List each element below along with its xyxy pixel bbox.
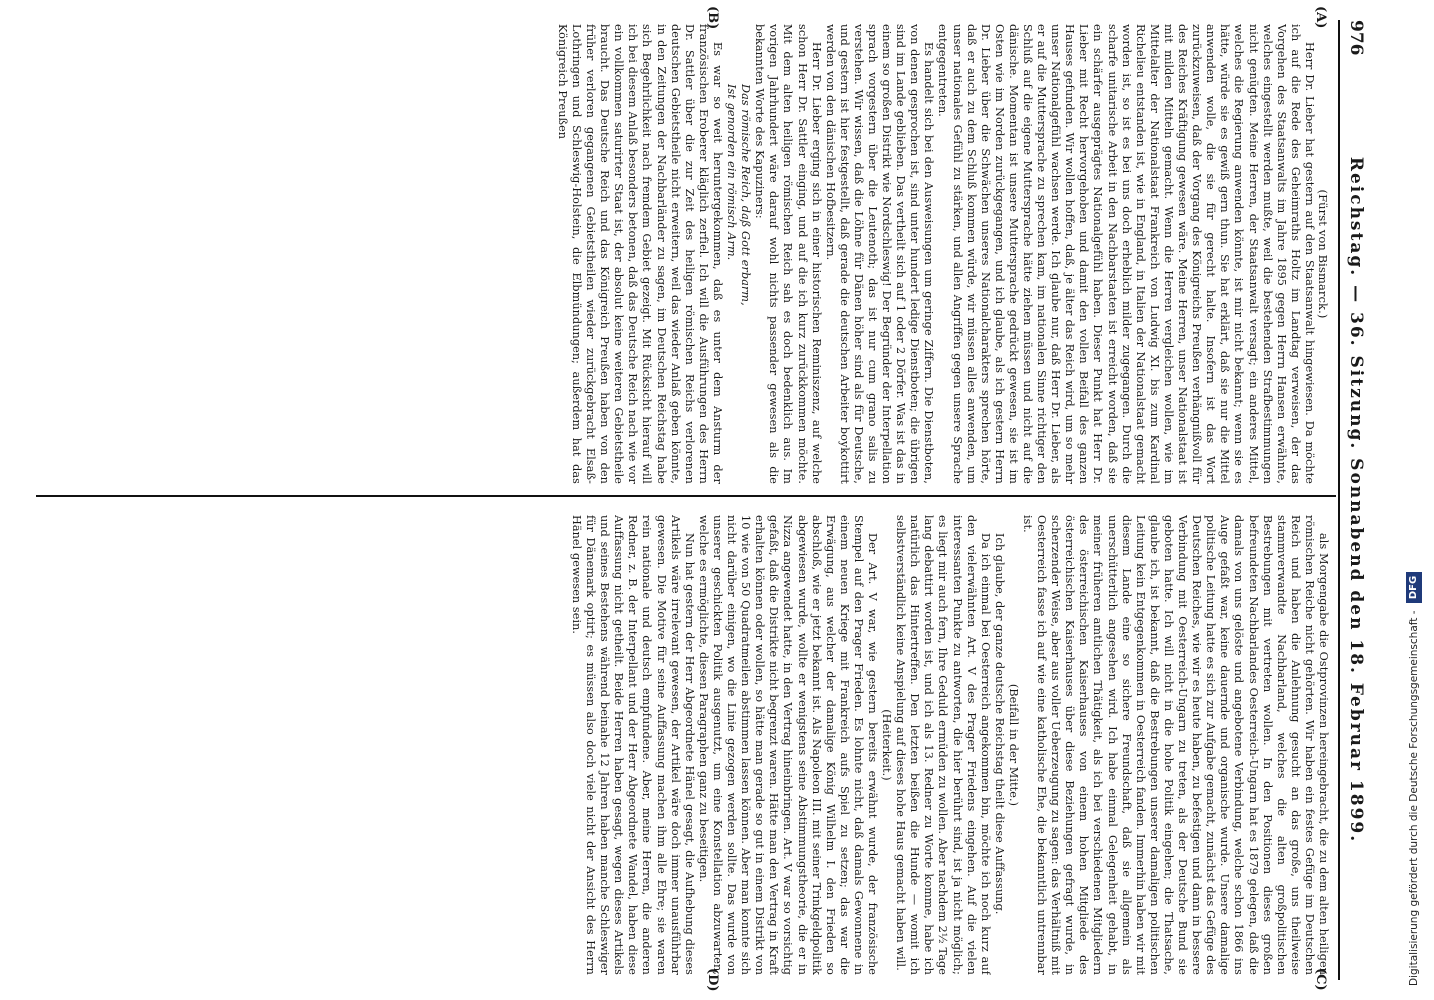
paragraph: Herr Dr. Lieber erging sich in einer historischen Reminiszenz, auf welche schon Herr Dr. Sattler einging, und auf die ich kurz zurückkommen möchte. Mit dem alten heiligen römischen Reich sah es doch bedenklich aus. Im vorigen Jahrhundert wäre darauf wohl nichts passender gewesen als die bekannten Worte des Kapuziners: [753, 24, 823, 484]
verse-line: Das römische Reich, daß Gott erbarm, [739, 84, 753, 306]
speaker-name: (Fürst von Bismarck.) [1316, 189, 1330, 319]
margin-marker-d: (D) [705, 968, 720, 992]
header-rule [1338, 20, 1340, 980]
page-title: Reichstag. — 36. Sitzung. Sonnabend den 18. Februar 1899. [1346, 156, 1366, 844]
margin-marker-b: (B) [705, 6, 720, 30]
interjection: (Beifall in der Mitte.) [1006, 683, 1020, 807]
paragraph: Ich glaube, der ganze deutsche Reichstag theilt diese Auffassung. [992, 533, 1006, 915]
interjection: (Heiterkeit.) [880, 709, 894, 781]
dfg-logo: DFG [1406, 572, 1422, 603]
newspaper-page [20, 0, 1380, 1000]
margin-marker-c: (C) [1313, 968, 1328, 991]
paragraph: Da ich einmal bei Oesterreich angekommen bin, möchte ich noch kurz auf den vielerwähnten Art. V des Prager Friedens eingehen. Auf die vielen interessanten Punkte zu antworten, die hier berührt sind, ist ja nicht möglich; es liegt mir auch fern, Ihre Geduld ermüden zu wollen. Aber nachdem 2½ Tage lang debattirt worden ist, und ich als 13. Redner zu Worte komme, habe ich natürlich das Hintertreffen. Den letzten beißen die Hunde — womit ich selbstverständlich keine Anspielung auf dieses hohe Haus gemacht haben will. [894, 515, 992, 975]
paragraph: Der Art. V war, wie gestern bereits erwähnt wurde, der französische Stempel auf den Prager Frieden. Es lohnte nicht, daß damals Gewonnene in einem neuen Kriege mit Frankreich aufs Spiel zu setzen; das war die Erwägung, aus welcher der damalige König Wilhelm I. den Frieden so abschloß, wie er jetzt bekannt ist. Als Napoleon III. mit seiner Trinkgeldpolitik abgewiesen wurde, wollte er wenigstens seine Abstimmungstheorie, die er in Nizza angewendet hatte, in den Vertrag hineinbringen. Art. V war so vorsichtig gefaßt, daß die Distrikte nicht begrenzt waren. Hätte man den Vertrag in Kraft erhalten können oder wollen, so hätte man gerade so gut in einem Distrikt von 10 wie von 50 Quadratmeilen abstimmen lassen können. Aber man konnte sich nicht darüber einigen, wo die Linie gezogen werden sollte. Das wurde von unserer geschickten Politik ausgenutzt, um eine Konstellation abzuwarten, welche es ermöglichte, diesen Paragraphen ganz zu beseitigen. [696, 515, 879, 975]
verse-line: Ist genorden ein römisch Arm. [725, 84, 739, 261]
column-divider [36, 495, 1336, 497]
paragraph: Herr Dr. Lieber hat gestern auf den Staatsanwalt hingewiesen. Da möchte ich auf die Rede des Geheimraths Holtz im Landtag verweisen, der das Vorgehen des Staatsanwalts im Jahre 1895 gegen Herrn Hansen erwähnte, welches eingestellt werden mußte, weil die bestehenden Strafbestimmungen nicht genügten. Meine Herren, der Staatsanwalt versagt; ein anderes Mittel, welches die Regierung anwenden könnte, ist mir nicht bekannt; wenn sie es hätte, würde sie es gewiß gern thun. Sie hat erklärt, daß sie nur die Mittel anwenden wolle, die sie für gerecht halte. Insofern ist das Wort zurückzuweisen, daß der Vorgang des Königreichs Preußen verhängnißvoll für des Reiches Kräftigung gewesen wäre. Meine Herren, unser Nationalstaat ist mit milden Mitteln gemacht. Wenn die Herren vergleichen wollen, wie im Mittelalter der Nationalstaat Frankreich von Ludwig XI. bis zum Kardinal Richelieu entstanden ist, wie in England, in Italien der Nationalstaat gemacht worden ist, so ist es bei uns doch erheblich milder zugegangen. Durch die scharfe unitarische Arbeit in den Nachbarstaaten ist erreicht worden, daß sie ein schärfer ausgeprägtes Nationalgefühl haben. Dieser Punkt hat Herr Dr. Lieber mit Recht hervorgehoben und damit den vollen Beifall des ganzen Hauses gefunden. Wir wollen hoffen, daß, je älter das Reich wird, um so mehr unser Nationalgefühl wachsen werde. Ich glaube nur, daß Herr Dr. Lieber, als er auf die Muttersprache zu sprechen kam, im nationalen Sinne richtiger den Schluß auf die eigene Muttersprache hätte ziehen müssen und nicht auf die dänische. Momentan ist unsere Muttersprache gedrückt gewesen, sie ist im Osten wie im Norden zurückgegangen, und ich glaube, als ich gestern Herrn Dr. Lieber über die Schwächen unseres Nationalcharakters sprechen hörte, daß er auch zu dem Schluß kommen würde, wir müssen alles anwenden, um unser nationales Gefühl zu stärken, und allen Angriffen gegen unsere Sprache entgegentreten. [936, 24, 1316, 484]
paragraph: Es war so weit heruntergekommen, daß es unter dem Ansturm der französischen Eroberer kläglich zerfiel. Ich will die Ausführungen des Herrn Dr. Sattler über die zur Zeit des heiligen römischen Reichs verlorenen deutschen Gebietstheile nicht erweitern, weil das wieder Anlaß geben könnte, in den Zeitungen der Nachbarländer zu sagen, im Deutschen Reichstag habe sich Begehrlichkeit nach fremdem Gebiet gezeigt. Mit Rücksicht hierauf will ich bei diesem Anlaß besonders betonen, daß das Deutsche Reich nach wie vor ein vollkommen saturirter Staat ist, der absolut keine weiteren Gebietstheile braucht. Das Deutsche Reich und das Königreich Preußen haben von den früher verloren gegangenen Gebietstheilen wieder zurückgebracht Elsaß-Lothringen und Schleswig-Holstein, die Elbmündungen; außerdem hat das Königreich Preußen [555, 24, 724, 484]
page-number: 976 [1346, 20, 1366, 56]
margin-marker-a: (A) [1313, 6, 1328, 29]
right-column [40, 515, 1330, 975]
paragraph: als Morgengabe die Ostprovinzen hereingebracht, die zu dem alten heiligen römischen Reiche nicht gehörten. Wir haben ein festes Gefüge im Deutschen Reich und haben die Anlehnung gesucht an das große, uns theilweise stammverwandte Nachbarland, welches die alten großpolitischen Bestrebungen mit vertreten wollen. In den Positionen dieses großen befreundeten Nachbarlandes Oesterreich-Ungarn hat es 1879 gelegen, daß die damals von uns gelöste und angebotene Verbindung, welche schon 1866 ins Auge gefaßt war, keine dauernde und organische wurde. Unsere damalige politische Leitung hatte es sich zur Aufgabe gemacht, zunächst das Gefüge des Deutschen Reiches, wie wir es heute haben, zu befestigen und dann in bessere Verbindung mit Oesterreich-Ungarn zu treten, als der Deutsche Bund sie geboten hatte. Ich will nicht in die hohe Politik eingehen; die Thatsache, glaube ich, ist bekannt, daß die Bestrebungen unserer damaligen politischen Leitung kein Entgegenkommen in Oesterreich fanden. Immerhin haben wir mit diesem Lande eine so sichere Freundschaft, daß sie allgemein als unerschütterlich angesehen wird. Ich habe einmal Gelegenheit gehabt, in meiner früheren amtlichen Thätigkeit, als ich bei verschiedenen Mitgliedern des österreichischen Kaiserhauses von einem hohen Mitgliede des österreichischen Kaiserhauses über diese Beziehungen gefragt wurde, in scherzender Weise, aber aus voller Ueberzeugung zu sagen: das Verhältniß mit Oesterreich fasse ich auf wie eine katholische Ehe, die bekanntlich untrennbar ist. [1021, 515, 1330, 975]
paragraph: Nun hat gestern der Herr Abgeordnete Hänel gesagt, die Aufhebung dieses Artikels wäre irrelevant gewesen, der Artikel wäre doch immer unausführbar gewesen. Die Motive für seine Auffassung machen ihm alle Ehre; sie waren rein nationale und deutsch empfundene. Aber, meine Herren, die anderen Redner, z. B. der Interpellant und der Herr Abgeordnete Wandel, haben diese Auffassung nicht getheilt. Beide Herren haben gesagt, wegen dieses Artikels und seines Bestehens während beinahe 12 Jahren haben manche Schleswiger für Dänemark optirt; es müssen also doch viele nicht der Ansicht des Herrn Hänel gewesen sein. [570, 515, 696, 975]
paragraph: Es handelt sich bei den Ausweisungen um geringe Ziffern. Die Dienstboten, von denen gesprochen ist, sind unter hundert ledige Dienstboten; die übrigen sind im Lande geblieben. Das vertheilt sich auf 1 oder 2 Dörfer. Was ist das in einem so großen Distrikt wie Nordschleswig! Der Begründer der Interpellation sprach vorgestern über die Leutenoth; das ist nur cum grano salis zu verstehen. Wir wissen, daß die Löhne für Dänen höher sind als für Deutsche, und gestern ist hier festgestellt, daß gerade die deutschen Arbeiter boykottirt werden von den dänischen Hofbesitzern. [823, 24, 936, 484]
digitization-credit [1402, 0, 1426, 992]
left-column [40, 24, 1330, 484]
credit-text: Digitalisierung gefördert durch die Deutsche Forschungsgemeinschaft - [1408, 610, 1420, 986]
